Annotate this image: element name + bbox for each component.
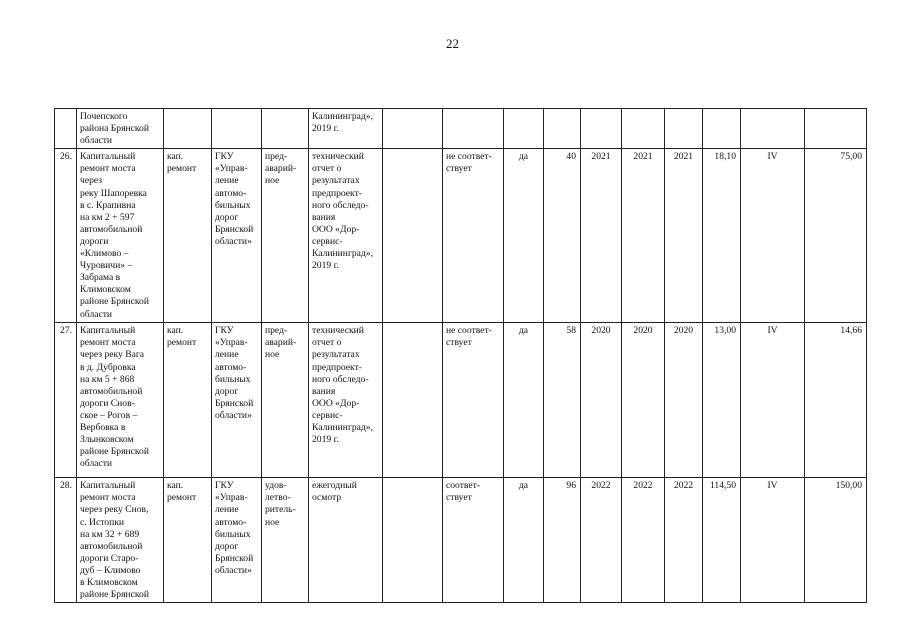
row-number: [55, 109, 77, 149]
customer: [212, 109, 262, 149]
object-name: Капитальный ремонт моста через реку Шапоревка в с. Крапивна на км 2 + 597 автомобильной дороги «Климово – Чуровичи» – Забрама в Климовском районе Брянской области: [77, 149, 164, 323]
cost: 75,00: [805, 149, 867, 323]
compliance: не соответ- ствует: [443, 323, 504, 478]
work-type: кап. ремонт: [164, 149, 212, 323]
basis: ежегодный осмотр: [309, 478, 383, 603]
object-name: Капитальный ремонт моста через реку Вага в д. Дубровка на км 5 + 868 автомобильной дороги Снов- ское – Рогов – Вербовка в Злынковском районе Брянской области: [77, 323, 164, 478]
value: 40: [544, 149, 581, 323]
technical-state: [262, 109, 309, 149]
compliance: соответ- ствует: [443, 478, 504, 603]
year-1: 2022: [581, 478, 622, 603]
length: 114,50: [703, 478, 741, 603]
technical-state: пред- аварий- ное: [262, 149, 309, 323]
value: 96: [544, 478, 581, 603]
year-2: [622, 109, 665, 149]
year-3: 2022: [665, 478, 703, 603]
flag: [504, 109, 544, 149]
category: IV: [741, 149, 805, 323]
category: [741, 109, 805, 149]
empty-cell: [383, 149, 443, 323]
flag: да: [504, 323, 544, 478]
value: 58: [544, 323, 581, 478]
table-row: [55, 109, 867, 149]
value: [544, 109, 581, 149]
year-2: 2020: [622, 323, 665, 478]
empty-cell: [383, 478, 443, 603]
length: [703, 109, 741, 149]
length: 13,00: [703, 323, 741, 478]
basis: технический отчет о результатах предпроект- ного обследо- вания ООО «Дор- сервис- Калининград», 2019 г.: [309, 149, 383, 323]
row-number: 27.: [55, 323, 77, 478]
empty-cell: [383, 109, 443, 149]
flag: да: [504, 478, 544, 603]
year-3: 2021: [665, 149, 703, 323]
work-type: кап. ремонт: [164, 478, 212, 603]
length: 18,10: [703, 149, 741, 323]
page-number: 22: [446, 36, 459, 51]
object-name: Капитальный ремонт моста через реку Снов, с. Истопки на км 32 + 689 автомобильной дороги Старо- дуб – Климово в Климовском районе Брянской: [77, 478, 164, 603]
customer: ГКУ «Управ- ление автомо- бильных дорог Брянской области»: [212, 323, 262, 478]
category: IV: [741, 323, 805, 478]
year-2: 2022: [622, 478, 665, 603]
table-row: [55, 323, 867, 478]
cost: 14,66: [805, 323, 867, 478]
basis: Калининград», 2019 г.: [309, 109, 383, 149]
year-2: 2021: [622, 149, 665, 323]
year-1: 2020: [581, 323, 622, 478]
table-row: [55, 478, 867, 603]
object-name: Почепского района Брянской области: [77, 109, 164, 149]
work-type: [164, 109, 212, 149]
cost: [805, 109, 867, 149]
year-1: 2021: [581, 149, 622, 323]
cost: 150,00: [805, 478, 867, 603]
year-3: [665, 109, 703, 149]
technical-state: удов- летво- ритель- ное: [262, 478, 309, 603]
year-1: [581, 109, 622, 149]
empty-cell: [383, 323, 443, 478]
flag: да: [504, 149, 544, 323]
table-row: [55, 149, 867, 323]
year-3: 2020: [665, 323, 703, 478]
customer: ГКУ «Управ- ление автомо- бильных дорог Брянской области»: [212, 149, 262, 323]
row-number: 28.: [55, 478, 77, 603]
compliance: [443, 109, 504, 149]
row-number: 26.: [55, 149, 77, 323]
technical-state: пред- аварий- ное: [262, 323, 309, 478]
bridge-repair-table: [54, 108, 867, 603]
basis: технический отчет о результатах предпроект- ного обследо- вания ООО «Дор- сервис- Калининград», 2019 г.: [309, 323, 383, 478]
customer: ГКУ «Управ- ление автомо- бильных дорог Брянской области»: [212, 478, 262, 603]
compliance: не соответ- ствует: [443, 149, 504, 323]
work-type: кап. ремонт: [164, 323, 212, 478]
category: IV: [741, 478, 805, 603]
